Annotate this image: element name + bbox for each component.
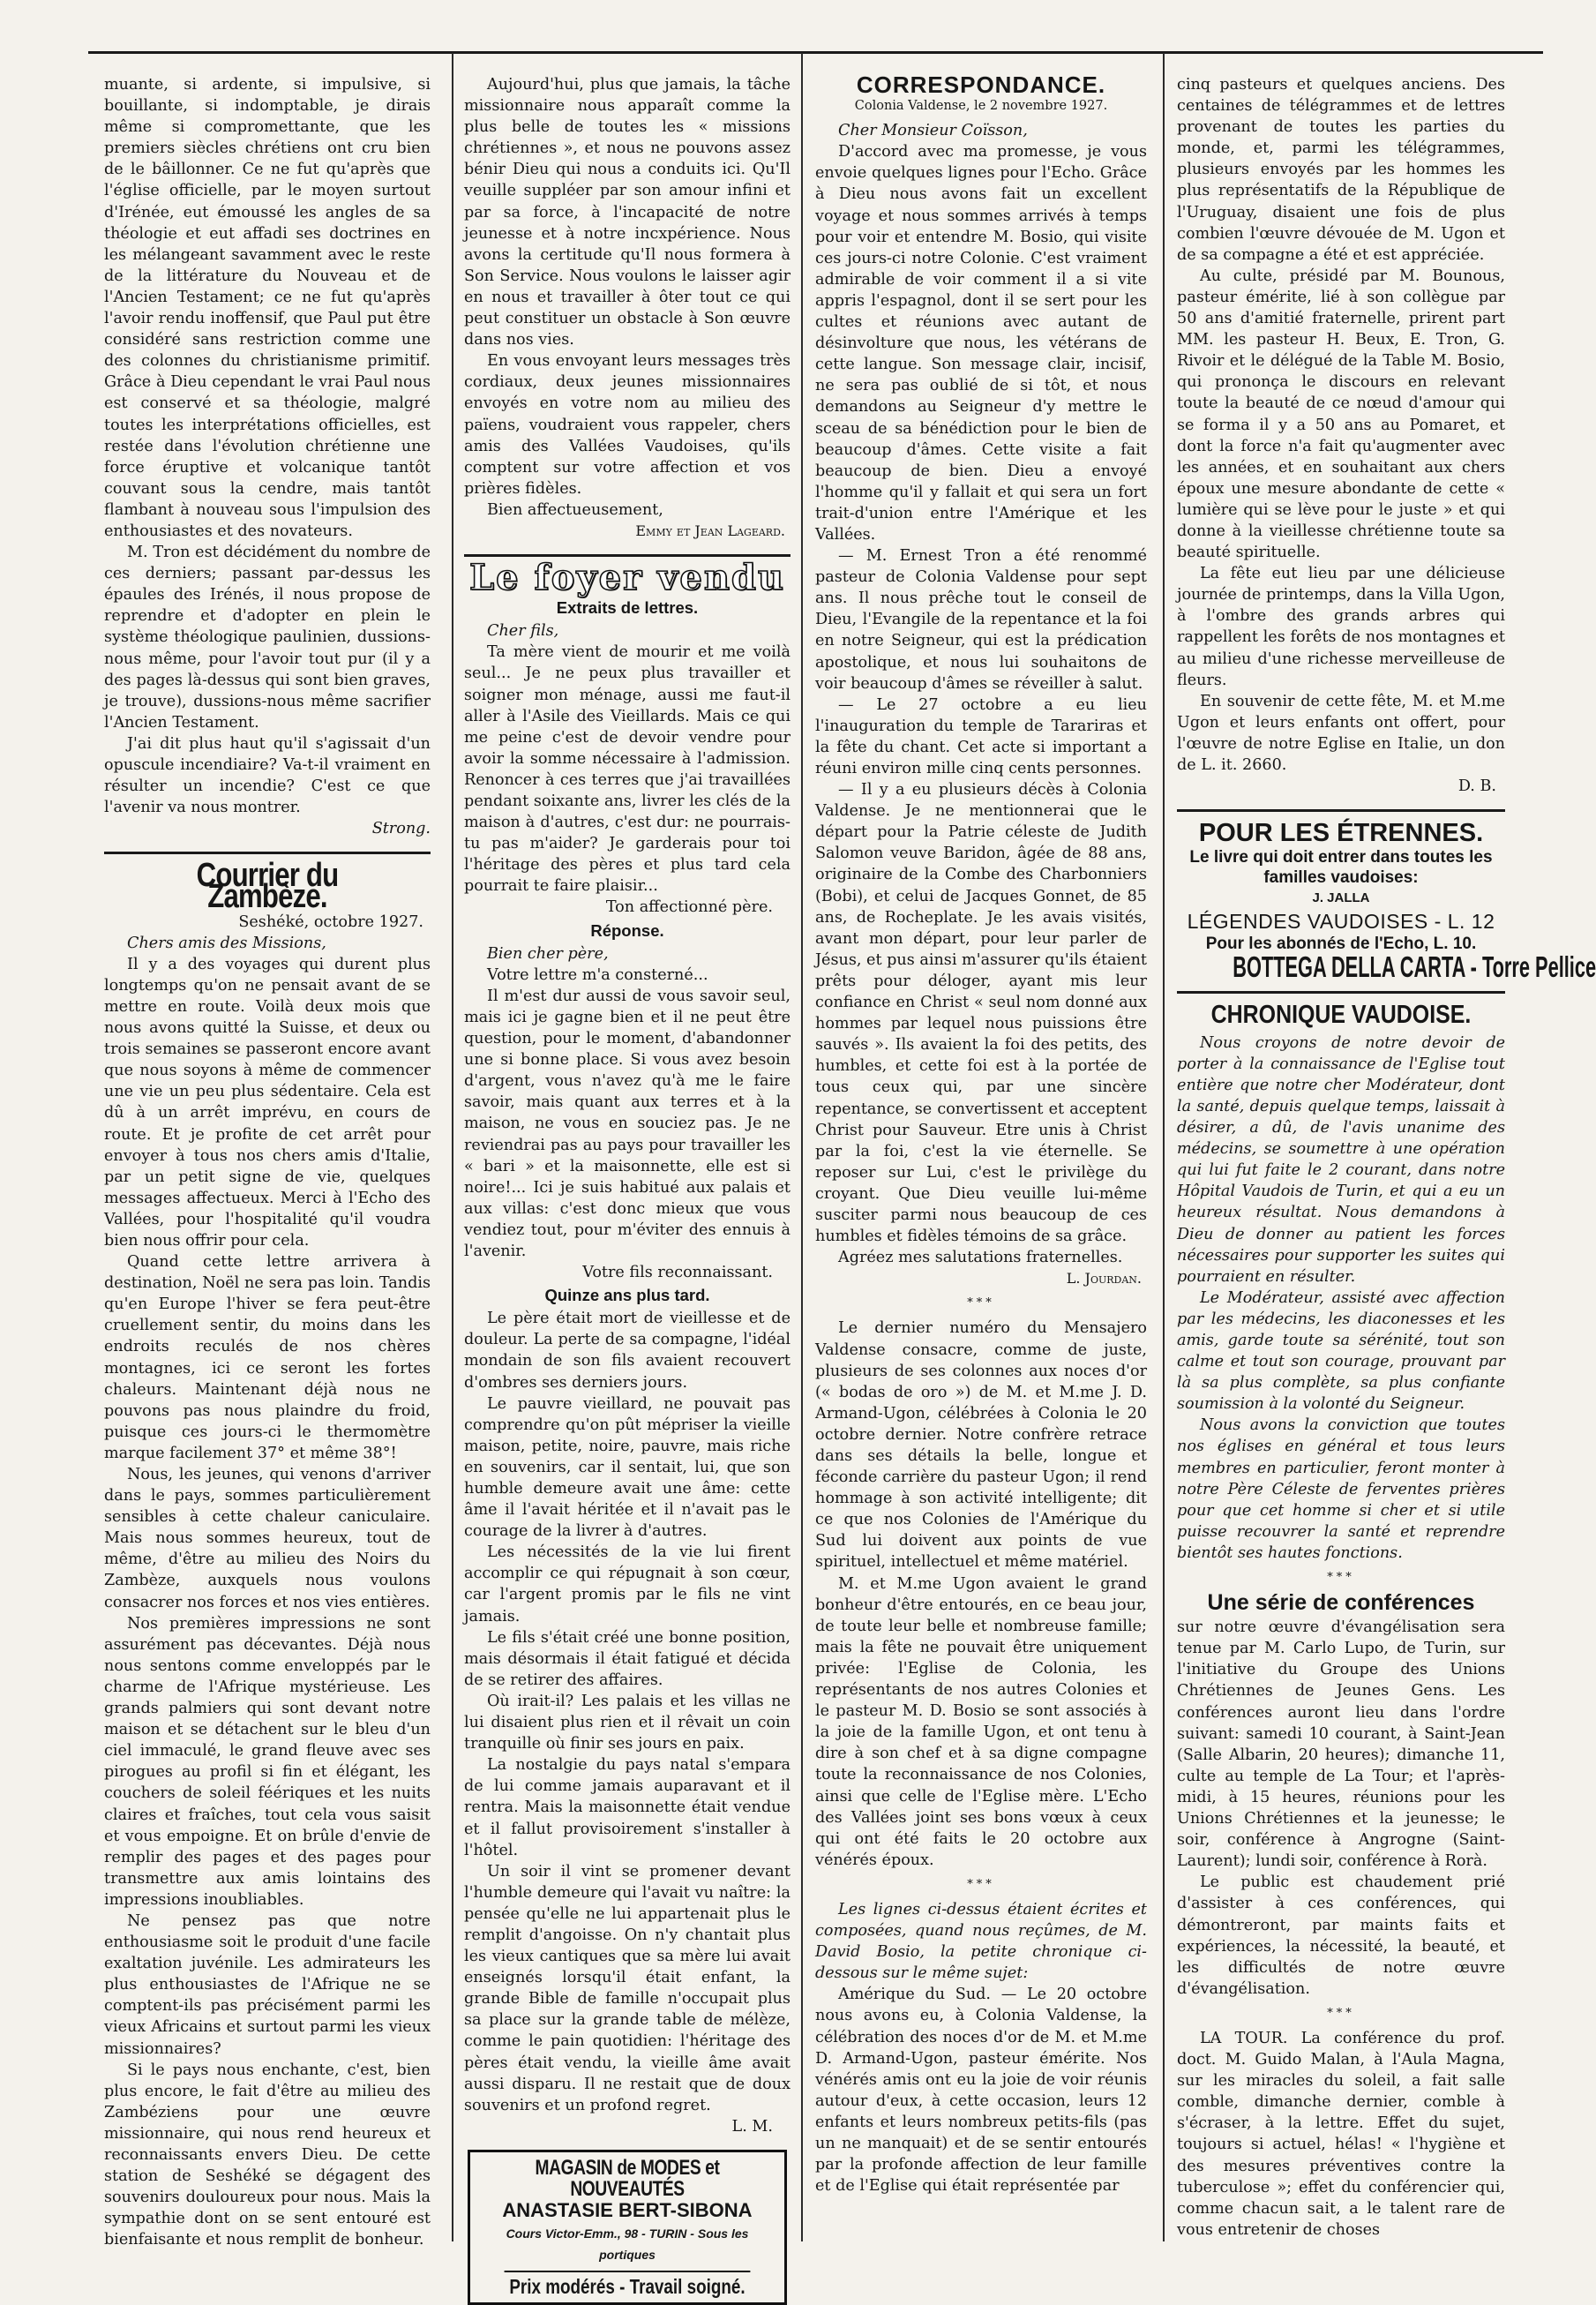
article-text: Le public est chaudement prié d'assister à ces conférences, qui démontreront, par maints faits et expériences, la nécessité, la beauté, et les difficultés de notre œuvre d'évangélisation. xyxy=(1177,1873,1505,1998)
article-text: Les lignes ci-dessus étaient écrites et composées, quand nous reçûmes, de M. David Bosio, la petite chronique ci-dessous sur le même sujet: xyxy=(815,1900,1147,1983)
signature: L. M. xyxy=(731,2117,773,2136)
signature: Emmy et Jean Lageard. xyxy=(635,522,785,539)
salutation: Cher fils, xyxy=(487,622,559,641)
article-text: Nous avons la conviction que toutes nos églises en général et tous leurs membres en particulier, feront monter à notre Père Céleste de ferventes prières pour que cet homme si cher et si utile puisse recouvrer la santé et reprendre bientôt ses hautes fonctions. xyxy=(1177,1416,1505,1562)
ad-line: Le livre qui doit entrer dans toutes les familles vaudoises: xyxy=(1189,848,1493,888)
etrennes-advertisement xyxy=(1177,819,1596,984)
article-text: Votre lettre m'a consterné... xyxy=(487,965,708,984)
column-1 xyxy=(104,74,431,2249)
article-text: Un soir il vint se promener devant l'humble demeure qui l'avait vu naître: la pensée qu'elle ne lui appartenait plus le remplit d'angoisse. On n'y chantait plus les vieux cantiques que sa mère lui avait enseignés lorsqu'il était enfant, la grande Bible de famille n'occupait plus sa place sur la grande table de mélèze, comme le pain quotidien: l'héritage des pères était vendu, la vieille âme avait aussi disparu. Il ne restait que de doux souvenirs et un profond regret. xyxy=(464,1862,791,2114)
column-3 xyxy=(815,71,1147,2219)
ad-book-title: LÉGENDES VAUDOISES - L. 12 xyxy=(1187,910,1495,934)
ad-line: Prix modérés - Travail soigné. xyxy=(505,2271,751,2297)
article-text: La fête eut lieu par une délicieuse journée de printemps, dans la Villa Ugon, à l'ombre des grands arbres qui rappellent les forêts de nos montagnes et au milieu d'une richesse merveilleuse de fleurs. xyxy=(1177,565,1505,689)
article-text: D'accord avec ma promesse, je vous envoie quelques lignes pour l'Echo. Grâce à Dieu nous avons fait un excellent voyage et nous sommes arrivés à temps pour voir et entendre M. Bosio, qui visite ces jours-ci notre Colonie. C'est vraiment admirable de voir comment il a si vite appris l'espagnol, dont il se sert pour les cultes et réunions avec autant de désinvolture que nous, les vétérans de cette langue. Son message clair, incisif, ne sera pas oublié de si tôt, et nous demandons au Seigneur d'y mettre le sceau de sa bénédiction pour le bien de beaucoup d'âmes. Cette visite a fait beaucoup de bien. Dieu a envoyé l'homme qu'il y fallait et qui sera un fort trait-d'union entre l'Amérique et les Vallées. xyxy=(815,143,1147,544)
section-heading: Courrier du Zambèze. xyxy=(196,857,339,916)
ad-line: Cours Victor-Emm., 98 - TURIN - Sous les portiques xyxy=(506,2226,749,2263)
article-text: En souvenir de cette fête, M. et M.me Ugon et leurs enfants ont offert, pour l'œuvre de notre Eglise en Italie, un don de L. it. 2660. xyxy=(1177,692,1505,774)
article-text: Amérique du Sud. — Le 20 octobre nous avons eu, à Colonia Valdense, la célébration des noces d'or de M. et M.me D. Armand-Ugon, pasteur émérite. Nos vénérés amis ont eu la joie de voir réunis autour d'eux, à cette occasion, leurs 12 enfants et leurs nombreux petits-fils (pas un ne manquait) et de se sentir entourés par la profonde affection de leur famille et de l'Eglise qui était représentée par xyxy=(815,1986,1147,2196)
salutation: Bien cher père, xyxy=(487,944,609,963)
signature: L. Jourdan. xyxy=(1066,1270,1142,1288)
article-text: Il y a des voyages qui durent plus longtemps qu'on ne pensait avant de se mettre en route. Voilà deux mois que nous avons quitté la Suisse, et deux ou trois semaines se passeront encore avant que nous soyons à même de commencer une vie un peu plus sédentaire. Cela est dû à un arrêt imprévu, en cours de route. Et je profite de cet arrêt pour envoyer à tous nos chers amis d'Italie, par un petit signe de vie, quelques messages affectueux. Merci à l'Echo des Vallées, pour l'hospitalité qu'il voudra bien nous offrir pour cela. xyxy=(104,955,431,1250)
article-text: En vous envoyant leurs messages très cordiaux, deux jeunes missionnaires envoyés en votre nom au milieu des païens, voudraient vous rappeler, chers amis des Vallées Vaudoises, qu'ils comptent sur votre affection et vos prières fidèles. xyxy=(464,352,791,498)
article-text: Ne pensez pas que notre enthousiasme soit le produit d'une facile exaltation juvénile. Les admirateurs les plus enthousiastes de l'Afrique ne se comptent-ils pas précisément parmi les vieux Africains et surtout parmi les vieux missionnaires? xyxy=(104,1911,431,2058)
section-rule xyxy=(1177,991,1505,994)
ad-author: J. JALLA xyxy=(1312,890,1370,906)
section-heading: POUR LES ÉTRENNES. xyxy=(1198,819,1484,848)
article-text: Où irait-il? Les palais et les villas ne lui disaient plus rien et il rêvait un coin tranquille où finir ses jours en paix. xyxy=(464,1692,791,1753)
article-text: Le fils s'était créé une bonne position, mais désormais il était fatigué et décida de se retirer des affaires. xyxy=(464,1628,791,1689)
article-text: Au culte, présidé par M. Bounous, pasteur émérite, lié à son collègue par 50 ans d'amitié fraternelle, prirent part MM. les pasteur H. Beux, E. Tron, G. Rivoir et le délégué de la Table M. Bosio, qui prononça le discours en relevant toute la beauté de ce nœud d'amour qui se forma il y a 50 ans au Pomaret, et dont la force n'a fait qu'augmenter avec les années, et en souhaitant aux chers époux une mesure abondante de cette « lumière qui se lève pour le juste » et qui donne à la vieillesse chrétienne toute sa beauté spirituelle. xyxy=(1177,267,1505,562)
column-rule xyxy=(452,53,453,2241)
salutation: Cher Monsieur Coïsson, xyxy=(838,122,1028,140)
article-text: Le pauvre vieillard, ne pouvait pas comprendre qu'on pût mépriser la vieille maison, petite, noire, pauvre, mais riche en souvenirs, car il sentait, lui, que son humble demeure avait une âme: cette âme il l'avait héritée et il n'avait pas le courage de la livrer à d'autres. xyxy=(464,1394,791,1541)
article-text: Quand cette lettre arrivera à destination, Noël ne sera pas loin. Tandis qu'en Europe l'hiver se fera peut-être cruellement sentir, du moins dans les endroits reculés de nos chères montagnes, ici ce seront les fortes chaleurs. Maintenant déjà nous ne pouvons pas nous plaindre du froid, puisque ces jours-ci le thermomètre marque facilement 37° et même 38°! xyxy=(104,1253,431,1462)
article-text: J'ai dit plus haut qu'il s'agissait d'un opuscule incendiaire? Va-t-il vraiment en résulter un incendie? C'est ce que l'avenir va nous montrer. xyxy=(104,734,431,817)
ad-line: ANASTASIE BERT-SIBONA xyxy=(502,2199,753,2222)
section-heading: CORRESPONDANCE. xyxy=(856,71,1106,98)
separator-stars: *** xyxy=(967,1296,995,1310)
dateline: Colonia Valdense, le 2 novembre 1927. xyxy=(854,99,1108,114)
article-text: sur notre œuvre d'évangélisation sera tenue par M. Carlo Lupo, de Turin, sur l'initiative du Groupe des Unions Chrétiennes de Jeunes Gens. Les conférences auront lieu dans l'ordre suivant: samedi 10 courant, à Saint-Jean (Salle Albarin, 20 heures); dimanche 11, culte au temple de La Tour; et l'après-midi, à 15 heures, réunions pour les Unions Chrétiennes et la jeunesse; le soir, conférence à Angrogne (Saint-Laurent); lundi soir, conférence à Rorà. xyxy=(1177,1618,1505,1871)
separator-stars: *** xyxy=(1327,2006,1355,2020)
article-text: Aujourd'hui, plus que jamais, la tâche missionnaire nous apparaît comme la plus belle de toutes les « missions chrétiennes », et nous ne pouvons assez bénir Dieu qui nous a conduits ici. Qu'Il veuille suppléer par son amour infini et par sa force, à l'incapacité de notre jeunesse et à notre incxpérience. Nous avons la certitude qu'Il nous formera à Son Service. Nous voulons le laisser agir en nous et travailler à ôter tout ce qui peut constituer un obstacle à Son œuvre dans nos vies. xyxy=(464,76,791,349)
signature: Strong. xyxy=(371,820,431,838)
article-text: Nous, les jeunes, qui venons d'arriver dans le pays, sommes particulièrement sensibles à cette chaleur caniculaire. Mais nous sommes heureux, tout de même, d'être au milieu des Noirs du Zambèze, auxquels nous voulons consacrer nos forces et nos vies entières. xyxy=(104,1466,431,1611)
article-text: M. Tron est décidément du nombre de ces derniers; passant par-dessus les épaules des Irénés, il nous propose de reprendre et d'adopter en plein le système théologique paulinien, dussions-nous même, pour l'avoir tout pur (il y a des pages là-dessus qui sont bien graves, je trouve), dussions-nous même sacrifier l'Ancien Testament. xyxy=(104,544,431,732)
article-text: Agréez mes salutations fraternelles. xyxy=(838,1249,1123,1267)
article-text: Les nécessités de la vie lui firent accomplir ce qui répugnait à son cœur, car l'argent promis par le fils ne vint jamais. xyxy=(464,1543,791,1626)
ad-line: MAGASIN de MODES et NOUVEAUTÉS xyxy=(535,2155,720,2201)
dateline: Seshéké, octobre 1927. xyxy=(238,912,423,931)
article-text: Nos premières impressions ne sont assurément pas décevantes. Déjà nous nous sentons comme enveloppés par le charme de l'Afrique mystérieuse. Les grands palmiers qui sont devant notre maison et se détachent sur le bleu d'un ciel immaculé, le grand fleuve avec ses pirogues au profil si fin et élégant, les couchers de soleil féériques et les nuits claires et fraîches, tout cela vous saisit et vous empoigne. Et on brûle d'envie de remplir des pages et des pages pour transmettre aux amis lointains des impressions inoubliables. xyxy=(104,1614,431,1909)
section-heading: CHRONIQUE VAUDOISE. xyxy=(1210,1000,1472,1029)
subheading: Une série de conférences xyxy=(1207,1590,1475,1616)
column-2 xyxy=(464,74,791,2299)
signature: D. B. xyxy=(1457,777,1496,796)
article-text: Ta mère vient de mourir et me voilà seul... Je ne peux plus travailler et soigner mon ménage, aussi me faut-il aller à l'Asile des Vieillards. Mais ce qui me peine c'est de devoir vendre pour avoir la somme nécessaire à l'admission. Renoncer à ces terres que j'ai travaillées pendant soixante ans, livrer les clés de la maison à d'autres, c'est dur: ne pourrais-tu pas m'aider? Je garderais pour toi l'héritage des pères et plus tard cela pourrait te faire plaisir... xyxy=(464,643,791,896)
salutation: Chers amis des Missions, xyxy=(127,934,326,952)
article-text: Le Modérateur, assisté avec affection par les médecins, les diaconesses et les amis, garde toute sa sérénité, tout son calme et tout son courage, prouvant par là sa plus complète, sa plus confiante soumission à la volonté du Seigneur. xyxy=(1177,1288,1505,1414)
ad-shop-name: BOTTEGA DELLA CARTA - Torre Pellice xyxy=(1233,950,1596,984)
column-rule xyxy=(1163,53,1165,2241)
article-text: cinq pasteurs et quelques anciens. Des centaines de télégrammes et de lettres provenant de toutes les parties du monde, et, parmi les télégrammes, plusieurs envoyés par les hommes les plus représentatifs de la République de l'Uruguay, disaient une fois de plus combien l'œuvre dévouée de M. Ugon et de sa compagne a été et est appréciée. xyxy=(1177,76,1505,264)
subheading: Quinze ans plus tard. xyxy=(544,1286,710,1305)
article-text: Bien affectueusement, xyxy=(487,500,663,519)
separator-stars: *** xyxy=(967,1877,995,1891)
advertisement-magasin xyxy=(468,2150,787,2305)
signature: Ton affectionné père. xyxy=(605,898,773,917)
top-rule xyxy=(88,51,1543,54)
article-text: Nous croyons de notre devoir de porter à la connaissance de l'Eglise tout entière que notre cher Modérateur, dont la santé, depuis quelque temps, laissait à désirer, a dû, de l'avis unanime des médecins, se soumettre à une opération qui lui fut faite le 2 courant, dans notre Hôpital Vaudois de Turin, et qui a eu un heureux résultat. Nous demandons à Dieu de donner au patient les forces nécessaires pour supporter les suites qui pourraient en résulter. xyxy=(1177,1033,1505,1286)
article-text: — M. Ernest Tron a été renommé pasteur de Colonia Valdense pour sept ans. Il nous prêche tout le conseil de Dieu, l'Evangile de la repentance et la foi en notre Seigneur, qui est la prédication apostolique, et nous lui souhaitons de voir beaucoup d'âmes se réveiller à salut. xyxy=(815,547,1147,693)
ad-line: Pour les abonnés de l'Echo, L. 10. xyxy=(1205,935,1477,954)
subheading: Réponse. xyxy=(590,920,664,940)
article-text: Le dernier numéro du Mensajero Valdense consacre, comme de juste, plusieurs de ses colonnes aux noces d'or (« bodas de oro ») de M. et M.me J. D. Armand-Ugon, célébrées à Colonia le 20 octobre dernier. Notre confrère retrace dans ses détails la belle, longue et féconde carrière du pasteur Ugon; il rend hommage à son activité intelligente; dit ce que nos Colonies de l'Amérique du Sud lui doivent aux points de vue spirituel, intellectuel et même matériel. xyxy=(815,1319,1147,1572)
section-heading: Le foyer vendu xyxy=(469,557,785,599)
article-text: — Le 27 octobre a eu lieu l'inauguration du temple de Tarariras et la fête du chant. Cet acte si important a réuni environ mille cinq cents personnes. xyxy=(815,695,1147,777)
article-text: muante, si ardente, si impulsive, si bouillante, si indomptable, je dirais même si compromettante, que les premiers siècles chrétiens ont cru bien de le bâillonner. Ce ne fut qu'après que l'église officielle, par le moyen surtout d'Irénée, eut émoussé les angles de sa théologie et eut affadi ses doctrines en les mélangeant savamment avec le reste de la littérature du Nouveau et de l'Ancien Testament; ce ne fut qu'après l'avoir rendu inoffensif, que Paul put être considéré sans restriction comme une des colonnes du christianisme primitif. Grâce à Dieu cependant le vrai Paul nous est conservé et sa théologie, malgré toutes les interprétations officielles, est restée dans l'évolution chrétienne une force éruptive et volcanique tantôt couvant sous la cendre, mais tantôt flambant à nouveau sous l'impulsion des enthousiastes et des novateurs. xyxy=(104,76,431,540)
article-text: Le père était mort de vieillesse et de douleur. La perte de sa compagne, l'idéal mondain de son fils avaient recouvert d'ombres ses derniers jours. xyxy=(464,1310,791,1392)
article-text: M. et M.me Ugon avaient le grand bonheur d'être entourés, en ce beau jour, de toute leur belle et nombreuse famille; mais la fête ne pouvait être uniquement privée: l'Eglise de Colonia, les représentants de nos autres Colonies et le pasteur M. D. Bosio se sont associés à la joie de la famille Ugon, et ont tenu à dire à son chef et à sa digne compagne toute la reconnaissance de nos Colonies, ainsi que celle de l'Eglise mère. L'Echo des Vallées joint ses bons vœux à ceux qui ont été faits le 20 octobre aux vénérés époux. xyxy=(815,1574,1147,1869)
separator-stars: *** xyxy=(1327,1571,1355,1584)
signature: Votre fils reconnaissant. xyxy=(582,1264,773,1282)
article-text: Il m'est dur aussi de vous savoir seul, mais ici je gagne bien et il ne peut être question, pour le moment, d'abandonner une si bonne place. Si vous avez besoin d'argent, vous n'avez qu'à me le faire savoir, mais quant aux terres et à la maison, ne vous en souciez pas. Je ne reviendrai pas au pays pour travailler les « bari » et la maisonnette, elle est si noire!... Ici je suis habitué aux palais et aux villas: c'est donc mieux que vous vendiez tout, pour m'éviter des ennuis à l'avenir. xyxy=(464,987,791,1260)
subheading: Extraits de lettres. xyxy=(556,598,699,618)
article-text: — Il y a eu plusieurs décès à Colonia Valdense. Je ne mentionnerai que le départ pour la Patrie céleste de Judith Salomon veuve Baridon, âgée de 88 ans, originaire de la Combe des Charbonniers (Bobi), et celui de Jacques Gonnet, de 85 ans, de Rocheplate. Je les avais visités, avant mon départ, pour leur parler de Jésus, et pus ainsi m'assurer qu'ils étaient prêts pour déloger, ayant mis leur confiance en Christ « seul nom donné aux hommes par lequel nous puissions être sauvés ». Ils avaient la foi des petits, des humbles, et cette foi est à la portée de tous ceux qui, par une sincère repentance, se convertissent et acceptent Christ pour Sauveur. Etre unis à Christ par la foi, c'est la vie éternelle. Se reposer sur Lui, c'est le privilège du croyant. Que Dieu veuille lui-même susciter parmi nous beaucoup de ces humbles et fidèles témoins de sa grâce. xyxy=(815,781,1147,1246)
section-rule xyxy=(1177,809,1505,812)
article-text: Si le pays nous enchante, c'est, bien plus encore, le fait d'être au milieu des Zambéziens pour une œuvre missionnaire, qui nous rend heureux et reconnaissants envers Dieu. De cette station de Seshéké se dégagent des souvenirs douloureux pour nous. Mais la sympathie dont on se sent entouré est bienfaisante et nous remplit de bonheur. xyxy=(104,2061,431,2249)
column-4 xyxy=(1177,74,1596,2239)
article-text: La nostalgie du pays natal s'empara de lui comme jamais auparavant et il rentra. Mais la maisonnette était vendue et il fallut provisoirement s'installer à l'hôtel. xyxy=(464,1756,791,1859)
article-text: LA TOUR. La conférence du prof. doct. M. Guido Malan, à l'Aula Magna, sur les miracles du soleil, a fait salle comble, dimanche dernier, comble à s'écraser, à la lettre. Effet du sujet, toujours si actuel, hélas! « l'hygiène et des mesures préventives contre la tuberculose »; effet du conférencier qui, comme chacun sait, a le talent rare de vous entretenir de choses xyxy=(1177,2029,1505,2239)
column-rule xyxy=(801,53,803,2241)
section-rule xyxy=(104,852,431,854)
